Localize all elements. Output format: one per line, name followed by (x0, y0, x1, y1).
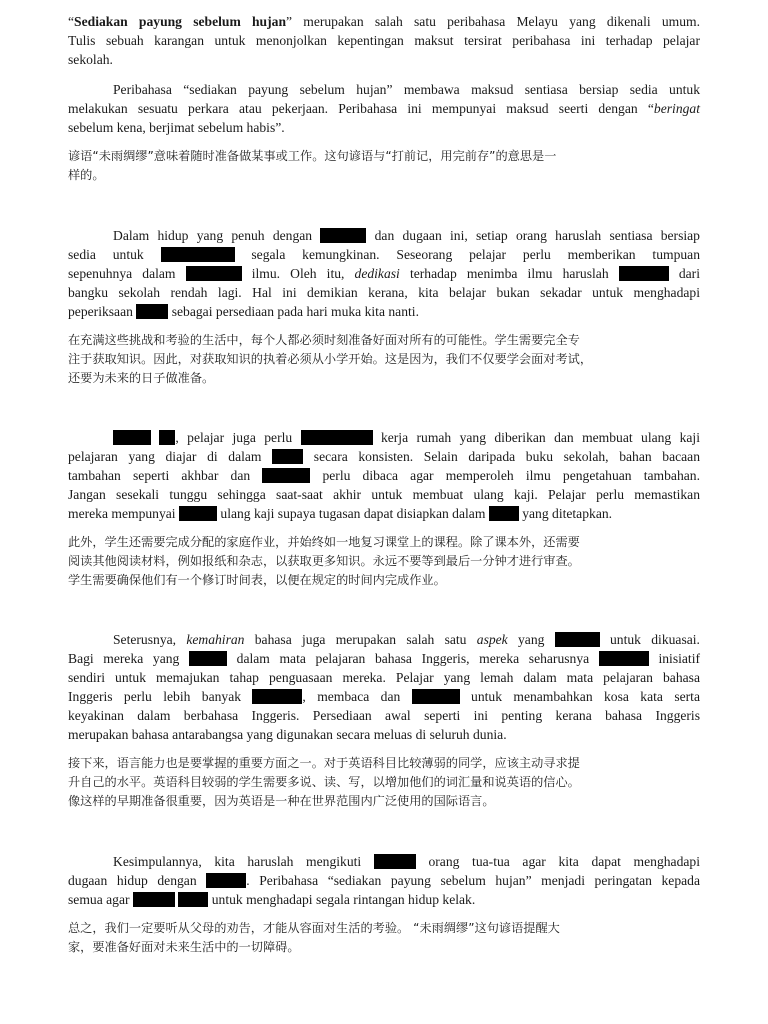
p3-line-2: pelajaran yang diajar di dalam secara konsisten. Selain daripada buku sekolah, bahan bacaan (68, 449, 701, 464)
p5-line-3: semua agar untuk menghadapi segala rintangan hidup kelak. (68, 892, 476, 907)
redaction-box (489, 506, 519, 521)
p4-line-1: Seterusnya, kemahiran bahasa juga merupakan salah satu aspek yang untuk dikuasai. (113, 632, 700, 647)
redaction-box (272, 449, 303, 464)
p1-zh-line-2: 样的。 (68, 168, 105, 182)
p4-zh-line-2: 升自己的水平。英语科目较弱的学生需要多说、读、写，以增加他们的词汇量和说英语的信心。 (68, 775, 580, 789)
redaction-box (206, 873, 246, 888)
intro-line-2: Tulis sebuah karangan untuk menonjolkan kepentingan maksut tersirat peribahasa ini terhadap pelajar (68, 33, 700, 48)
redaction-box (133, 892, 175, 907)
p3-zh-line-3: 学生需要确保他们有一个修订时间表，以便在规定的时间内完成作业。 (68, 573, 446, 587)
redaction-box (412, 689, 460, 704)
p3-zh-line-1: 此外，学生还需要完成分配的家庭作业，并始终如一地复习课堂上的课程。除了课本外，还需要 (68, 535, 580, 549)
redaction-box (189, 651, 227, 666)
p2-zh-line-3: 还要为未来的日子做准备。 (68, 371, 215, 385)
p5-line-1: Kesimpulannya, kita haruslah mengikuti orang tua-tua agar kita dapat menghadapi (113, 854, 700, 869)
redaction-box (262, 468, 310, 483)
redaction-box (178, 892, 208, 907)
redaction-box (186, 266, 242, 281)
p4-line-6: merupakan bahasa antarabangsa yang digunakan secara meluas di seluruh dunia. (68, 727, 507, 742)
p2-line-1: Dalam hidup yang penuh dengan dan dugaan ini, setiap orang haruslah sentiasa bersiap (113, 228, 700, 243)
p4-line-5: keyakinan dalam berbahasa Inggeris. Persediaan awal seperti ini penting kerana bahasa Inggeris (68, 708, 700, 723)
redaction-box (252, 689, 302, 704)
p2-line-3: sepenuhnya dalam ilmu. Oleh itu, dedikasi terhadap menimba ilmu haruslah dari (68, 266, 700, 281)
redaction-box (374, 854, 416, 869)
intro-line-3: sekolah. (68, 52, 113, 67)
intro-line-1: “Sediakan payung sebelum hujan” merupakan salah satu peribahasa Melayu yang dikenali umum. (68, 14, 700, 29)
redaction-box (159, 430, 175, 445)
p2-line-4: bangku sekolah rendah lagi. Hal ini demikian kerana, kita belajar bukan sekadar untuk menghadapi (68, 285, 700, 300)
p1-line-2: melakukan sesuatu perkara atau pekerjaan. Peribahasa ini mempunyai maksud seerti dengan “beringat (68, 101, 700, 116)
p4-zh-line-3: 像这样的早期准备很重要，因为英语是一种在世界范围内广泛使用的国际语言。 (68, 794, 495, 808)
redaction-box (555, 632, 600, 647)
p2-zh-line-2: 注于获取知识。因此，对获取知识的执着必须从小学开始。这是因为，我们不仅要学会面对考试， (68, 352, 593, 366)
redaction-box (301, 430, 373, 445)
redaction-box (113, 430, 151, 445)
p4-line-2: Bagi mereka yang dalam mata pelajaran bahasa Inggeris, mereka seharusnya inisiatif (68, 651, 701, 666)
redaction-box (136, 304, 168, 319)
p5-line-2: dugaan hidup dengan . Peribahasa “sediakan payung sebelum hujan” menjadi peringatan kepada (68, 873, 701, 888)
p4-zh-line-1: 接下来，语言能力也是要掌握的重要方面之一。对于英语科目比较薄弱的同学，应该主动寻求提 (68, 756, 580, 770)
p1-line-1: Peribahasa “sediakan payung sebelum hujan” membawa maksud sentiasa bersiap sedia untuk (113, 82, 700, 97)
redaction-box (320, 228, 366, 243)
p5-zh-line-2: 家，要准备好面对未来生活中的一切障碍。 (68, 940, 300, 954)
p2-line-2: sedia untuk segala kemungkinan. Seseorang pelajar perlu memberikan tumpuan (68, 247, 700, 262)
p3-zh-line-2: 阅读其他阅读材料，例如报纸和杂志，以获取更多知识。永远不要等到最后一分钟才进行审查。 (68, 554, 580, 568)
p4-line-3: sendiri untuk memajukan tahap penguasaan mereka. Pelajar yang lemah dalam mata pelajaran bahasa (68, 670, 700, 685)
p3-line-1: , pelajar juga perlu kerja rumah yang diberikan dan membuat ulang kaji (113, 428, 700, 447)
p1-line-3: sebelum kena, berjimat sebelum habis”. (68, 120, 285, 135)
p5-zh-line-1: 总之，我们一定要听从父母的劝告，才能从容面对生活的考验。 “未雨绸缪”这句谚语提醒大 (68, 921, 560, 935)
p3-line-5: mereka mempunyai ulang kaji supaya tugasan dapat disiapkan dalam yang ditetapkan. (68, 506, 613, 521)
p2-zh-line-1: 在充满这些挑战和考验的生活中，每个人都必须时刻准备好面对所有的可能性。学生需要完全专 (68, 333, 580, 347)
redaction-box (599, 651, 649, 666)
proverb-title: Sediakan payung sebelum hujan (74, 14, 286, 29)
p1-zh-line-1: 谚语“未雨绸缪”意味着随时准备做某事或工作。这句谚语与“打前记，用完前存”的意思是一 (68, 149, 557, 163)
redaction-box (619, 266, 669, 281)
p2-line-5: peperiksaan sebagai persediaan pada hari muka kita nanti. (68, 304, 419, 319)
redaction-box (161, 247, 235, 262)
p3-line-3: tambahan seperti akhbar dan perlu dibaca agar memperoleh ilmu pengetahuan tambahan. (68, 468, 700, 483)
p3-line-4: Jangan sesekali tunggu sehingga saat-saat akhir untuk membuat ulang kaji. Pelajar perlu memastikan (68, 487, 700, 502)
redaction-box (179, 506, 217, 521)
p4-line-4: Inggeris perlu lebih banyak , membaca dan untuk menambahkan kosa kata serta (68, 689, 700, 704)
